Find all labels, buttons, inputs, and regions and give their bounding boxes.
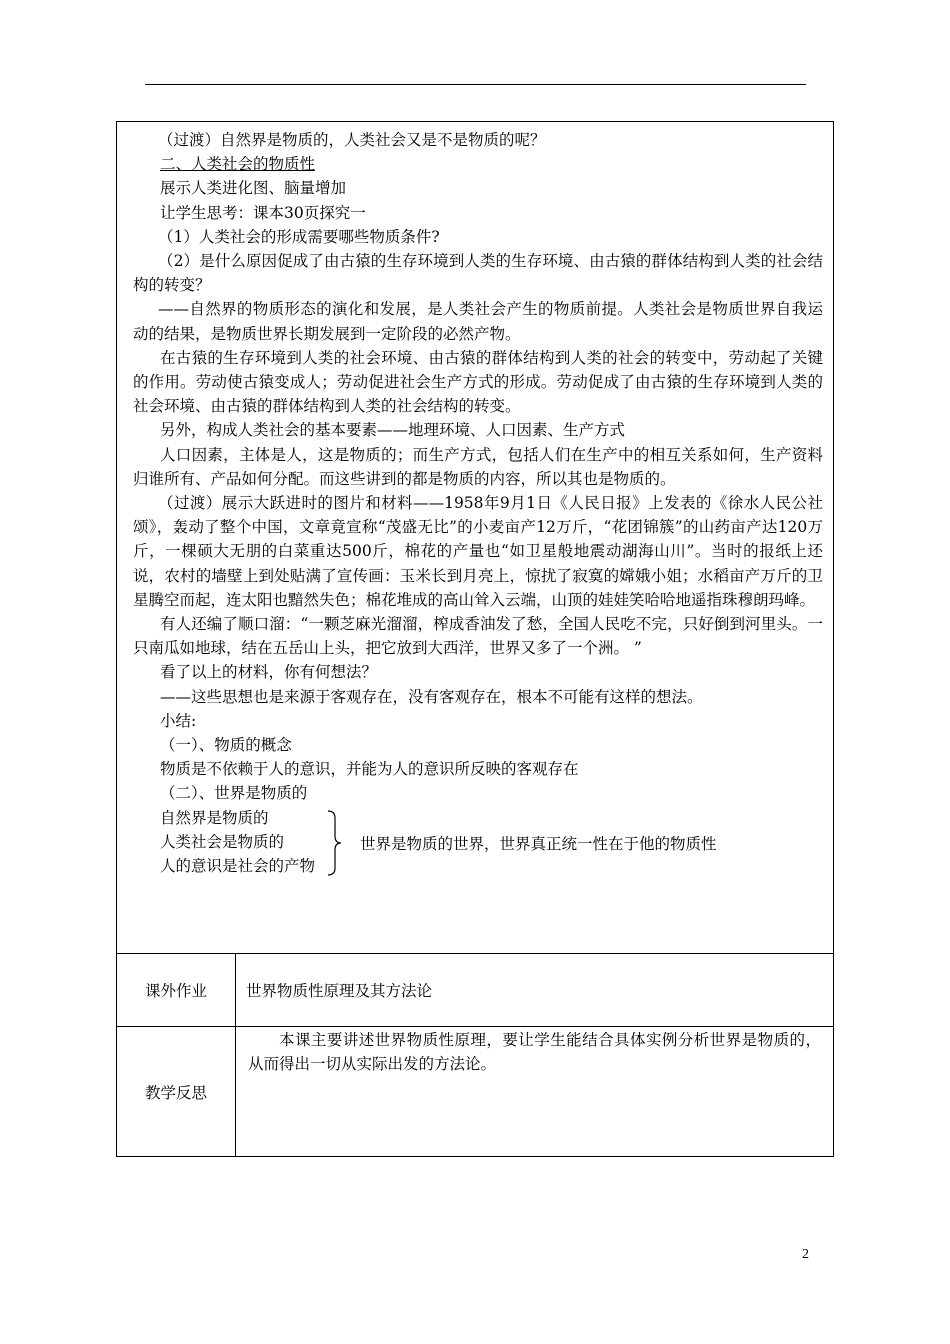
content-row [117, 122, 834, 954]
summary-brace-block [160, 806, 823, 882]
summary-left-line: 人的意识是社会的产物 [160, 857, 316, 876]
summary-left-line: 人类社会是物质的 [160, 832, 285, 851]
population-paragraph: 人口因素，主体是人，这是物质的；而生产方式，包括人们在生产中的相互关系如何，生产资料归谁所有、产品如何分配。而这些讲到的都是物质的内容，所以其也是物质的。 [133, 445, 823, 488]
homework-row [117, 954, 834, 1027]
elements-line: 另外，构成人类社会的基本要素——地理环境、人口因素、生产方式 [160, 421, 626, 440]
homework-label: 课外作业 [117, 954, 236, 1027]
right-brace-icon [326, 810, 342, 876]
question-1: （1）人类社会的形成需要哪些物质条件? [158, 227, 440, 246]
answer-paragraph: ——自然界的物质形态的演化和发展，是人类社会产生的物质前提。人类社会是物质世界自我运动的结果，是物质世界长期发展到一定阶段的必然产物。 [133, 300, 823, 343]
great-leap-paragraph: （过渡）展示大跃进时的图片和材料——1958年9月1日《人民日报》上发表的《徐水人民公社颂》，轰动了整个中国，文章竟宣称“茂盛无比”的小麦亩产12万斤，“花团锦簇”的山药亩产达120万斤，一棵硕大无朋的白菜重达500斤，棉花的产量也“如卫星般地震动湖海山川”。当时的报纸上还说，农村的墙壁上到处贴满了宣传画：玉米长到月亮上，惊扰了寂寞的嫦娥小姐；水稻亩产万斤的卫星腾空而起，连太阳也黯然失色；棉花堆成的高山耸入云端，山顶的娃娃笑哈哈地遥指珠穆朗玛峰。 [133, 494, 823, 609]
summary-item-2: （二）、世界是物质的 [160, 784, 308, 803]
header-rule [145, 84, 806, 85]
lesson-content-cell [117, 122, 834, 954]
summary-item-1: （一）、物质的概念 [160, 736, 292, 755]
page-number: 2 [802, 1247, 809, 1262]
question-2: （2）是什么原因促成了由古猿的生存环境到人类的生存环境、由古猿的群体结构到人类的社会结构的转变？ [133, 252, 823, 295]
transition-question: （过渡）自然界是物质的，人类社会又是不是物质的呢？ [158, 131, 546, 149]
content-line: ——这些思想也是来源于客观存在，没有客观存在，根本不可能有这样的想法。 [160, 687, 703, 706]
labor-paragraph: 在古猿的生存环境到人类的社会环境、由古猿的群体结构到人类的社会的转变中，劳动起了关键的作用。劳动使古猿变成人；劳动促进社会生产方式的形成。劳动促成了由古猿的生存环境到人类的社会环境、由古猿的群体结构到人类的社会结构的转变。 [133, 348, 823, 416]
content-line: 展示人类进化图、脑量增加 [160, 179, 347, 198]
reflection-content: 本课主要讲述世界物质性原理，要让学生能结合具体实例分析世界是物质的，从而得出一切从实际出发的方法论。 [248, 1031, 821, 1074]
matter-definition: 物质是不依赖于人的意识，并能为人的意识所反映的客观存在 [160, 760, 579, 779]
homework-content: 世界物质性原理及其方法论 [236, 954, 834, 1027]
reflection-row [117, 1027, 834, 1157]
lesson-table [116, 121, 834, 1157]
reflection-label: 教学反思 [117, 1027, 236, 1157]
reflection-cell [236, 1027, 834, 1157]
summary-heading: 小结: [160, 711, 197, 730]
content-line: 看了以上的材料，你有何想法？ [160, 663, 378, 682]
rhyme-paragraph: 有人还编了顺口溜：“一颗芝麻光溜溜，榨成香油发了愁，全国人民吃不完，只好倒到河里头。一只南瓜如地球，结在五岳山上头，把它放到大西洋，世界又多了一个洲。 ” [133, 615, 823, 658]
section-heading: 二、人类社会的物质性 [160, 155, 316, 174]
summary-left-line: 自然界是物质的 [160, 808, 269, 827]
summary-conclusion: 世界是物质的世界，世界真正统一性在于他的物质性 [360, 834, 717, 853]
content-line: 让学生思考：课本30页探究一 [160, 203, 366, 222]
